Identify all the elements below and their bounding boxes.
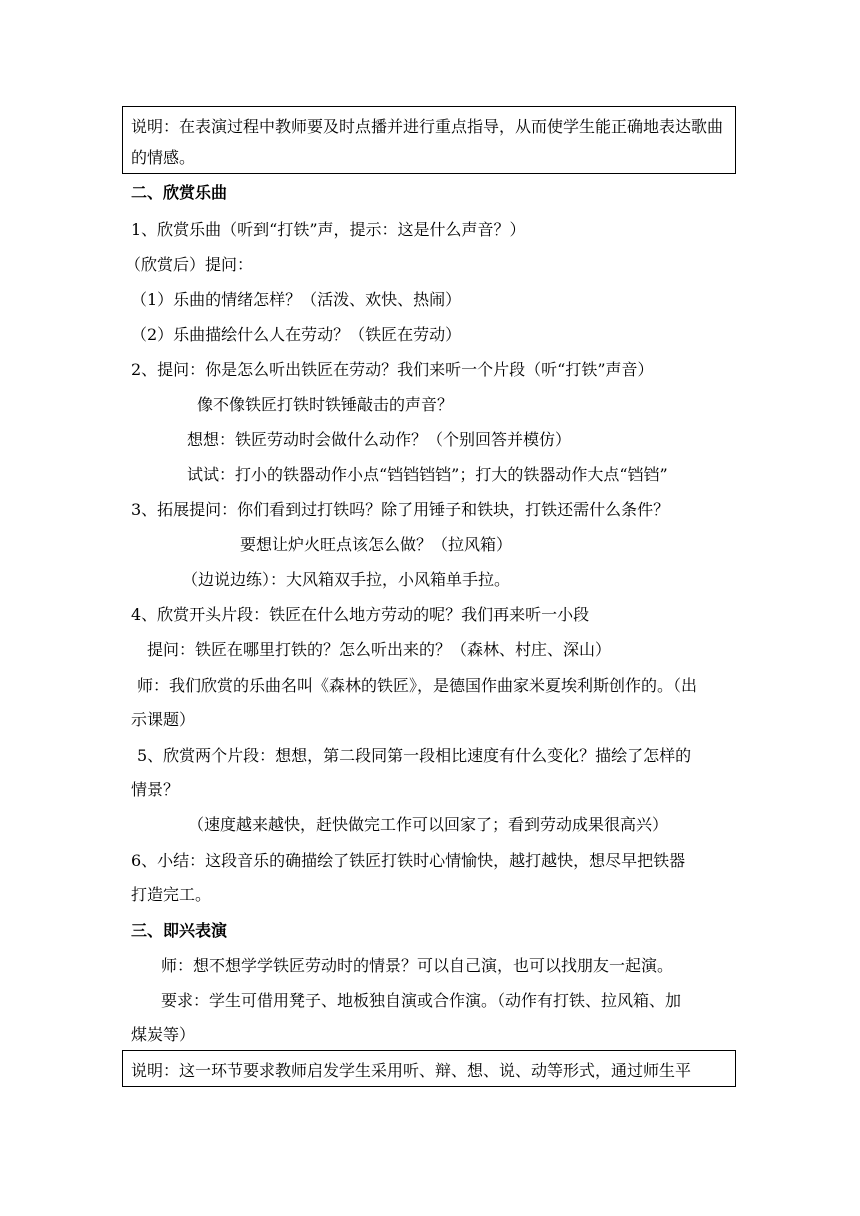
text-line: 打造完工。 [131, 885, 212, 904]
section-heading: 二、欣赏乐曲 [131, 183, 228, 202]
text-line: 试试：打小的铁器动作小点“铛铛铛铛”；打大的铁器动作大点“铛铛” [187, 465, 668, 484]
text-line: 师：我们欣赏的乐曲名叫《森林的铁匠》，是德国作曲家米夏埃利斯创作的。（出 [137, 676, 698, 695]
text-line: 6、小结：这段音乐的确描绘了铁匠打铁时心情愉快，越打越快，想尽早把铁器 [131, 851, 686, 870]
text-line: 示课题） [131, 710, 196, 729]
text-line: 煤炭等） [131, 1025, 196, 1044]
section-heading: 三、即兴表演 [131, 921, 228, 940]
text-line: 要想让炉火旺点该怎么做？（拉风箱） [240, 535, 513, 554]
text-line: 2、提问：你是怎么听出铁匠在劳动？我们来听一个片段（听“打铁”声音） [131, 360, 654, 379]
text-line: 想想：铁匠劳动时会做什么动作？（个别回答并模仿） [187, 430, 572, 449]
text-line: （边说边练）：大风箱双手拉，小风箱单手拉。 [182, 570, 511, 589]
note-box-2 [122, 1050, 736, 1087]
note-text: 说明：这一环节要求教师启发学生采用听、辩、想、说、动等形式，通过师生平 [131, 1061, 692, 1080]
note-box-1 [122, 106, 736, 174]
text-line: 情景？ [131, 780, 180, 799]
note-text: 说明：在表演过程中教师要及时点播并进行重点指导，从而使学生能正确地表达歌曲的情感。 [131, 117, 724, 167]
text-line: （2）乐曲描绘什么人在劳动？（铁匠在劳动） [131, 325, 462, 344]
text-line: 1、欣赏乐曲（听到“打铁”声，提示：这是什么声音？） [131, 220, 526, 239]
text-line: 3、拓展提问：你们看到过打铁吗？除了用锤子和铁块，打铁还需什么条件？ [131, 500, 670, 519]
text-line: 提问：铁匠在哪里打铁的？怎么听出来的？（森林、村庄、深山） [147, 640, 612, 659]
text-line: （速度越来越快，赶快做完工作可以回家了；看到劳动成果很高兴） [188, 815, 669, 834]
text-line: （欣赏后）提问： [125, 255, 254, 274]
text-line: 5、欣赏两个片段：想想，第二段同第一段相比速度有什么变化？描绘了怎样的 [137, 746, 692, 765]
text-line: 4、欣赏开头片段：铁匠在什么地方劳动的呢？我们再来听一小段 [131, 605, 590, 624]
text-line: 师：想不想学学铁匠劳动时的情景？可以自己演，也可以找朋友一起演。 [161, 956, 674, 975]
text-line: 像不像铁匠打铁时铁锤敲击的声音？ [197, 395, 454, 414]
text-line: 要求：学生可借用凳子、地板独自演或合作演。（动作有打铁、拉风箱、加 [161, 991, 682, 1010]
text-line: （1）乐曲的情绪怎样？（活泼、欢快、热闹） [131, 290, 462, 309]
